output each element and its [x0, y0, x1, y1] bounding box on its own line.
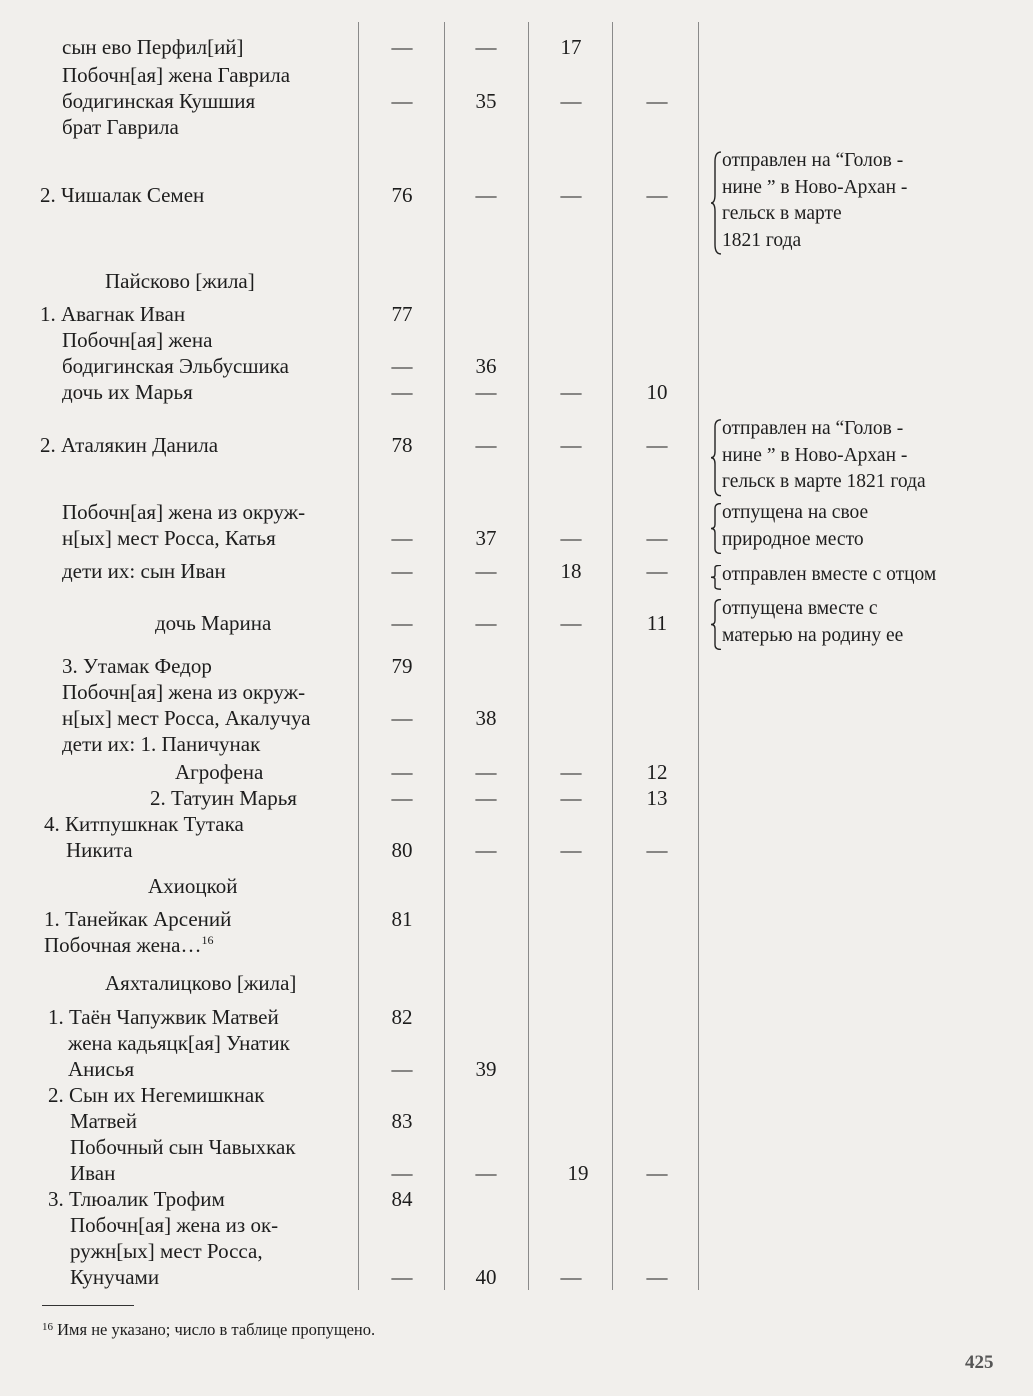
table-cell: — — [560, 1265, 582, 1289]
table-cell: 77 — [391, 302, 413, 326]
table-cell: — — [475, 1161, 497, 1185]
table-cell: 17 — [560, 35, 582, 59]
table-cell: — — [391, 786, 413, 810]
table-cell: 36 — [475, 354, 497, 378]
footnote-text: Имя не указано; число в таблице пропущено. — [57, 1320, 376, 1339]
table-cell: — — [475, 559, 497, 583]
table-cell: 11 — [646, 611, 668, 635]
remark-line: нине ” в Ново-Архан - — [722, 176, 908, 198]
settlement-heading — [105, 268, 255, 294]
table-cell: — — [646, 559, 668, 583]
row-label — [62, 379, 193, 405]
table-cell: — — [391, 1057, 413, 1081]
row-label — [62, 62, 290, 88]
table-cell: 80 — [391, 838, 413, 862]
table-cell: — — [475, 433, 497, 457]
row-label — [175, 759, 263, 785]
table-cell: 39 — [475, 1057, 497, 1081]
row-label-text: Побочн[ая] жена из ок- — [70, 1213, 279, 1237]
settlement-heading — [148, 873, 238, 899]
row-label-text: н[ых] мест Росса, Акалучуа — [62, 706, 311, 730]
table-cell: — — [391, 706, 413, 730]
row-label — [48, 1082, 264, 1108]
table-cell: — — [646, 526, 668, 550]
row-label — [62, 653, 212, 679]
table-cell: 78 — [391, 433, 413, 457]
row-label — [70, 1134, 296, 1160]
table-cell: — — [391, 1161, 413, 1185]
table-cell: 38 — [475, 706, 497, 730]
column-divider — [444, 22, 445, 1290]
row-label-text: 2. Чишалак Семен — [40, 183, 205, 207]
table-cell: 12 — [646, 760, 668, 784]
row-label-text: сын ево Перфил[ий] — [62, 35, 244, 59]
row-label-text: брат Гаврила — [62, 115, 179, 139]
remark-line: отпущена вместе с — [722, 598, 878, 619]
row-label-text: бодигинская Кушшия — [62, 89, 256, 113]
row-label-text: Никита — [66, 838, 133, 862]
table-cell: 82 — [391, 1005, 413, 1029]
row-label-text: 1. Танейкак Арсений — [44, 907, 232, 931]
row-label-text: дети их: 1. Паничунак — [62, 732, 261, 756]
table-cell: — — [560, 183, 582, 207]
row-label-text: Иван — [70, 1161, 116, 1185]
table-cell: 18 — [560, 559, 582, 583]
row-label — [70, 1160, 115, 1186]
remark-line: матерью на родину ее — [722, 624, 904, 646]
row-label — [62, 114, 179, 140]
row-label — [62, 705, 311, 731]
table-cell: — — [391, 760, 413, 784]
table-cell: — — [560, 433, 582, 457]
table-cell: — — [646, 1161, 668, 1185]
table-cell: — — [475, 611, 497, 635]
remark-line: отправлен вместе с отцом — [722, 564, 937, 585]
table-cell: — — [560, 838, 582, 862]
row-label-text: 3. Утамак Федор — [62, 654, 212, 678]
table-cell: — — [391, 611, 413, 635]
row-label-text: Ахиоцкой — [148, 874, 238, 898]
row-label-text: дети их: сын Иван — [62, 559, 226, 583]
remark-line: отправлен на “Голов - — [722, 418, 904, 439]
table-cell: — — [560, 760, 582, 784]
table-cell: 19 — [567, 1161, 589, 1185]
row-label — [48, 1004, 279, 1030]
row-label — [70, 1238, 263, 1264]
row-label — [44, 811, 244, 837]
row-label-text: Агрофена — [175, 760, 264, 784]
row-label — [62, 327, 212, 353]
row-label — [70, 1264, 159, 1290]
footnote-rule — [42, 1305, 134, 1306]
row-label-text: Побочн[ая] жена из окруж- — [62, 500, 306, 524]
remark-line: природное место — [722, 528, 864, 550]
row-label — [66, 837, 133, 863]
brace-icon — [710, 565, 722, 590]
row-label-text: 2. Сын их Негемишкнак — [48, 1083, 265, 1107]
row-label-text: Побочная жена… — [44, 933, 202, 957]
table-cell: — — [646, 1265, 668, 1289]
remark-line: отпущена на свое — [722, 502, 869, 523]
table-cell: — — [475, 380, 497, 404]
row-label — [40, 301, 185, 327]
remark-line: гельск в марте — [722, 203, 842, 224]
row-label — [48, 1186, 225, 1212]
row-label-text: Побочн[ая] жена из окруж- — [62, 680, 306, 704]
row-label — [62, 679, 305, 705]
table-cell: — — [560, 526, 582, 550]
table-cell: — — [475, 786, 497, 810]
table-cell: — — [646, 183, 668, 207]
row-label — [150, 785, 297, 811]
row-label — [62, 88, 255, 114]
table-cell: — — [391, 1265, 413, 1289]
table-cell: — — [391, 89, 413, 113]
row-label-text: 2. Татуин Марья — [150, 786, 297, 810]
row-label-text: Матвей — [70, 1109, 137, 1133]
table-cell: — — [391, 35, 413, 59]
table-cell: 76 — [391, 183, 413, 207]
row-label — [62, 499, 305, 525]
row-label-text: н[ых] мест Росса, Катья — [62, 526, 276, 550]
table-cell: 84 — [391, 1187, 413, 1211]
row-label — [70, 1212, 278, 1238]
table-cell: — — [560, 611, 582, 635]
column-divider — [612, 22, 613, 1290]
table-cell: 81 — [391, 907, 413, 931]
row-label-text: Побочн[ая] жена Гаврила — [62, 63, 291, 87]
row-label-text: 2. Аталякин Данила — [40, 433, 219, 457]
row-label — [62, 525, 276, 551]
row-label-text: 3. Тлюалик Трофим — [48, 1187, 225, 1211]
brace-icon — [710, 419, 722, 497]
row-label-text: ружн[ых] мест Росса, — [70, 1239, 263, 1263]
table-cell: — — [475, 838, 497, 862]
table-cell: — — [475, 183, 497, 207]
table-cell: — — [560, 89, 582, 113]
row-label — [62, 558, 226, 584]
row-label — [68, 1030, 290, 1056]
table-cell: — — [646, 838, 668, 862]
row-label-text: Анисья — [68, 1057, 135, 1081]
remark-line: нине ” в Ново-Архан - — [722, 444, 908, 466]
brace-icon — [710, 599, 722, 650]
table-cell: — — [646, 433, 668, 457]
table-cell: — — [391, 559, 413, 583]
row-label-text: бодигинская Эльбусшика — [62, 354, 289, 378]
table-cell: 10 — [646, 380, 668, 404]
row-label-text: 1. Авагнак Иван — [40, 302, 186, 326]
settlement-heading — [105, 970, 296, 996]
table-cell: — — [646, 89, 668, 113]
table-cell: 40 — [475, 1265, 497, 1289]
row-label — [62, 353, 289, 379]
column-divider — [358, 22, 359, 1290]
row-label-text: дочь их Марья — [62, 380, 193, 404]
brace-icon — [710, 503, 722, 554]
footnote-ref: 16 — [201, 933, 214, 947]
row-label — [44, 932, 213, 961]
column-divider — [528, 22, 529, 1290]
table-cell: 13 — [646, 786, 668, 810]
table-cell: — — [560, 380, 582, 404]
row-label — [155, 610, 271, 636]
column-divider — [698, 22, 699, 1290]
row-label — [70, 1108, 137, 1134]
row-label-text: 1. Таён Чапужвик Матвей — [48, 1005, 279, 1029]
row-label-text: Побочный сын Чавыхкак — [70, 1135, 296, 1159]
row-label — [40, 432, 218, 458]
row-label-text: Пайсково [жила] — [105, 269, 255, 293]
table-cell: 83 — [391, 1109, 413, 1133]
row-label-text: 4. Китпушкнак Тутака — [44, 812, 244, 836]
footnote — [42, 1320, 375, 1342]
row-label-text: дочь Марина — [155, 611, 272, 635]
row-label — [44, 906, 231, 932]
row-label-text: Кунучами — [70, 1265, 160, 1289]
remark-line: гельск в марте 1821 года — [722, 471, 926, 492]
brace-icon — [710, 151, 722, 255]
row-label-text: Побочн[ая] жена — [62, 328, 213, 352]
remark-line: отправлен на “Голов - — [722, 150, 904, 171]
table-cell: — — [391, 380, 413, 404]
table-cell: 37 — [475, 526, 497, 550]
table-cell: — — [560, 786, 582, 810]
row-label-text: Аяхталицково [жила] — [105, 971, 297, 995]
table-cell: — — [391, 354, 413, 378]
remark-line: 1821 года — [722, 229, 802, 251]
table-cell: — — [391, 526, 413, 550]
table-cell: 79 — [391, 654, 413, 678]
table-cell: 35 — [475, 89, 497, 113]
table-cell: — — [475, 35, 497, 59]
row-label — [40, 182, 204, 208]
row-label — [62, 34, 244, 60]
page-number: 425 — [965, 1352, 994, 1373]
row-label — [62, 731, 260, 757]
row-label-text: жена кадьяцк[ая] Унатик — [68, 1031, 290, 1055]
table-cell: — — [475, 760, 497, 784]
row-label — [68, 1056, 134, 1082]
footnote-marker: 16 — [42, 1321, 53, 1333]
